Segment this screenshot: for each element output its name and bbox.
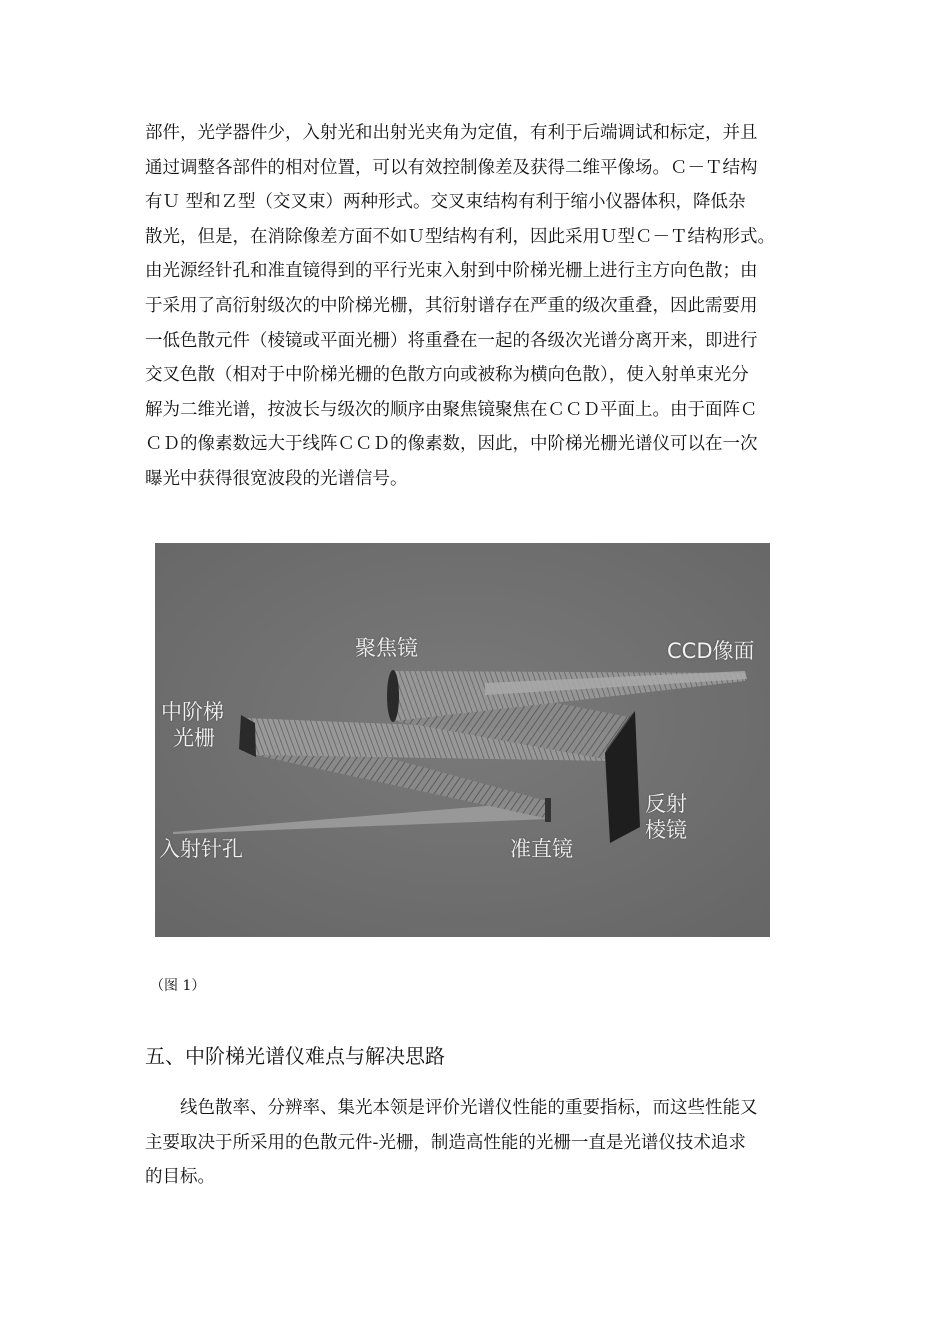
label-echelle-grating-line2: 光栅 <box>173 726 215 750</box>
label-echelle-grating-line1: 中阶梯 <box>161 700 224 724</box>
paragraph-line: 通过调整各部件的相对位置，可以有效控制像差及获得二维平像场。Ｃ－Ｔ结构 <box>145 157 758 178</box>
label-entrance-pinhole: 入射针孔 <box>159 837 243 861</box>
label-collimator: 准直镜 <box>510 837 573 861</box>
paragraph-line: 交叉色散（相对于中阶梯光栅的色散方向或被称为横向色散），使入射单束光分 <box>145 365 749 386</box>
collimator-shape <box>545 798 551 822</box>
paragraph-line: 解为二维光谱，按波长与级次的顺序由聚焦镜聚焦在ＣＣＤ平面上。由于面阵Ｃ <box>145 399 758 420</box>
paragraph-line: ＣＤ的像素数远大于线阵ＣＣＤ的像素数，因此，中阶梯光栅光谱仪可以在一次 <box>145 434 758 455</box>
paragraph-line: 散光，但是，在消除像差方面不如Ｕ型结构有利，因此采用Ｕ型Ｃ－Ｔ结构形式。 <box>145 226 775 247</box>
paragraph-line: 于采用了高衍射级次的中阶梯光栅，其衍射谱存在严重的级次重叠，因此需要用 <box>145 295 758 316</box>
label-reflective-prism-line1: 反射 <box>645 792 687 816</box>
paragraph-line: 有Ｕ 型和Ｚ型（交叉束）两种形式。交叉束结构有利于缩小仪器体积，降低杂 <box>145 192 746 213</box>
label-focusing-mirror: 聚焦镜 <box>355 636 418 660</box>
figure-caption: （图 1） <box>150 978 206 994</box>
body-paragraph-1 <box>145 116 810 497</box>
paragraph-line: 线色散率、分辨率、集光本领是评价光谱仪性能的重要指标，而这些性能又 <box>180 1098 758 1118</box>
paragraph-line: 部件，光学器件少，入射光和出射光夹角为定值，有利于后端调试和标定，并且 <box>145 123 758 143</box>
echelle-spectrometer-diagram <box>155 543 770 937</box>
paragraph-line: 主要取决于所采用的色散元件-光栅，制造高性能的光栅一直是光谱仪技术追求 <box>145 1132 746 1153</box>
paragraph-line: 曝光中获得很宽波段的光谱信号。 <box>145 468 408 489</box>
paragraph-line: 由光源经针孔和准直镜得到的平行光束入射到中阶梯光栅上进行主方向色散；由 <box>145 261 758 282</box>
body-paragraph-2 <box>145 1091 810 1195</box>
paragraph-line: 的目标。 <box>145 1167 215 1188</box>
label-reflective-prism-line2: 棱镜 <box>645 818 687 842</box>
focusing-mirror-shape <box>387 670 399 722</box>
optical-path-drawing <box>155 543 770 937</box>
paragraph-line: 一低色散元件（棱镜或平面光栅）将重叠在一起的各级次光谱分离开来，即进行 <box>145 330 758 351</box>
label-ccd-plane: CCD像面 <box>667 639 755 663</box>
section-heading: 五、中阶梯光谱仪难点与解决思路 <box>145 1044 445 1068</box>
